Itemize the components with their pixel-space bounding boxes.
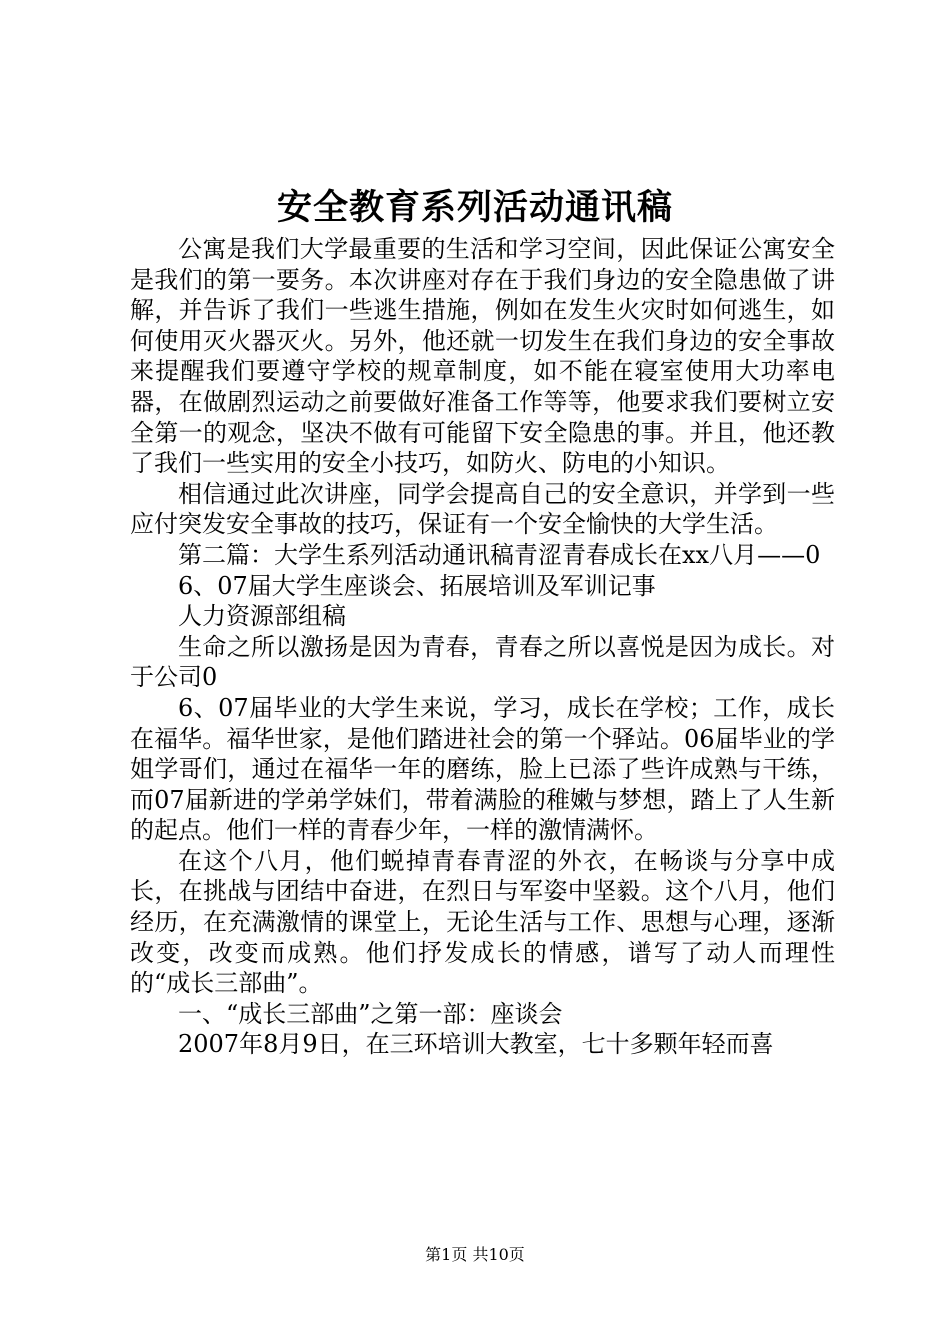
section-heading: 一、“成长三部曲”之第一部：座谈会 (178, 999, 563, 1028)
author-line: 人力资源部组稿 (178, 602, 346, 631)
section-subheading: 6、07届大学生座谈会、拓展培训及军训记事 (178, 571, 656, 600)
paragraph: 公寓是我们大学最重要的生活和学习空间，因此保证公寓安全是我们的第一要务。本次讲座对存在于我们身边的安全隐患做了讲解，并告诉了我们一些逃生措施，例如在发生火灾时如何逃生，如何使用灭火器灭火。另外，他还就一切发生在我们身边的安全事故来提醒我们要遵守学校的规章制度，如不能在寝室使用大功率电器，在做剧烈运动之前要做好准备工作等等，他要求我们要树立安全第一的观念，坚决不做有可能留下安全隐患的事。并且，他还教了我们一些实用的安全小技巧，如防火、防电的小知识。 (130, 235, 835, 478)
paragraph: 2007年8月9日，在三环培训大教室，七十多颗年轻而喜 (178, 1030, 774, 1059)
page-number: 第1页 共10页 (425, 1245, 525, 1264)
paragraph: 生命之所以激扬是因为青春，青春之所以喜悦是因为成长。对于公司0 (130, 632, 835, 692)
document-title: 安全教育系列活动通讯稿 (276, 187, 673, 228)
paragraph: 6、07届毕业的大学生来说，学习，成长在学校；工作，成长在福华。福华世家，是他们踏进社会的第一个驿站。06届毕业的学姐学哥们，通过在福华一年的磨练，脸上已添了些许成熟与干练，而07届新进的学弟学妹们，带着满脸的稚嫩与梦想，踏上了人生新的起点。他们一样的青春少年，一样的激情满怀。 (130, 693, 835, 845)
paragraph: 在这个八月，他们蜕掉青春青涩的外衣，在畅谈与分享中成长，在挑战与团结中奋进，在烈日与军姿中坚毅。这个八月，他们经历，在充满激情的课堂上，无论生活与工作、思想与心理，逐渐改变，改变而成熟。他们抒发成长的情感，谱写了动人而理性的“成长三部曲”。 (130, 846, 835, 998)
paragraph: 相信通过此次讲座，同学会提高自己的安全意识，并学到一些应付突发安全事故的技巧，保证有一个安全愉快的大学生活。 (130, 479, 835, 539)
section-heading: 第二篇：大学生系列活动通讯稿青涩青春成长在xx八月——0 (178, 540, 821, 569)
document-body (130, 234, 835, 1060)
